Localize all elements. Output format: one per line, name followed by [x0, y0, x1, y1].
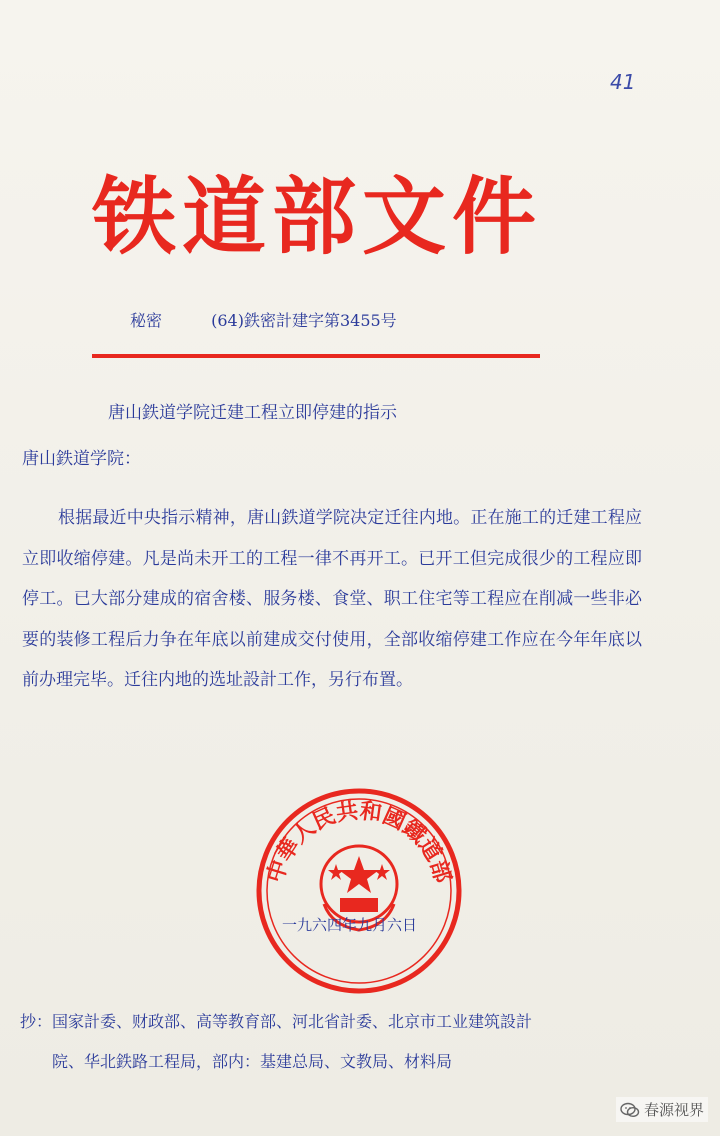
recipient-line: 唐山鉄道学院：	[22, 449, 141, 469]
carbon-copy-list	[20, 1002, 660, 1082]
wechat-icon	[620, 1102, 640, 1118]
document-number: (64)鉄密計建字第3455号	[211, 311, 397, 330]
watermark-text: 春源视界	[643, 1101, 704, 1119]
cc-line-1: 抄：国家計委、财政部、高等教育部、河北省計委、北京市工业建筑設計	[20, 1012, 533, 1031]
cc-line-2: 院、华北鉄路工程局，部内：基建总局、文教局、材料局	[52, 1052, 453, 1071]
official-seal-icon	[252, 784, 466, 998]
document-date: 一九六四年九月六日	[282, 916, 418, 934]
header-divider	[92, 354, 540, 358]
document-header-title: 铁道部文件	[92, 168, 543, 266]
watermark	[616, 1097, 708, 1122]
seal-text: 中華人民共和國鐵道部	[263, 798, 455, 886]
classification-label: 秘密	[130, 311, 163, 330]
document-body: 根据最近中央指示精神，唐山鉄道学院决定迁往内地。正在施工的迁建工程应立即收缩停建。凡是尚未开工的工程一律不再开工。已开工但完成很少的工程应即停工。已大部分建成的宿舍楼、服务楼、食堂、职工住宅等工程应在削减一些非必要的装修工程后力争在年底以前建成交付使用，全部收缩停建工作应在今年年底以前办理完毕。迁往内地的选址設計工作，另行布置。	[22, 508, 642, 690]
document-subject: 唐山鉄道学院迁建工程立即停建的指示	[108, 403, 397, 423]
page-number: 41	[610, 70, 636, 94]
document-number-line	[130, 308, 397, 331]
